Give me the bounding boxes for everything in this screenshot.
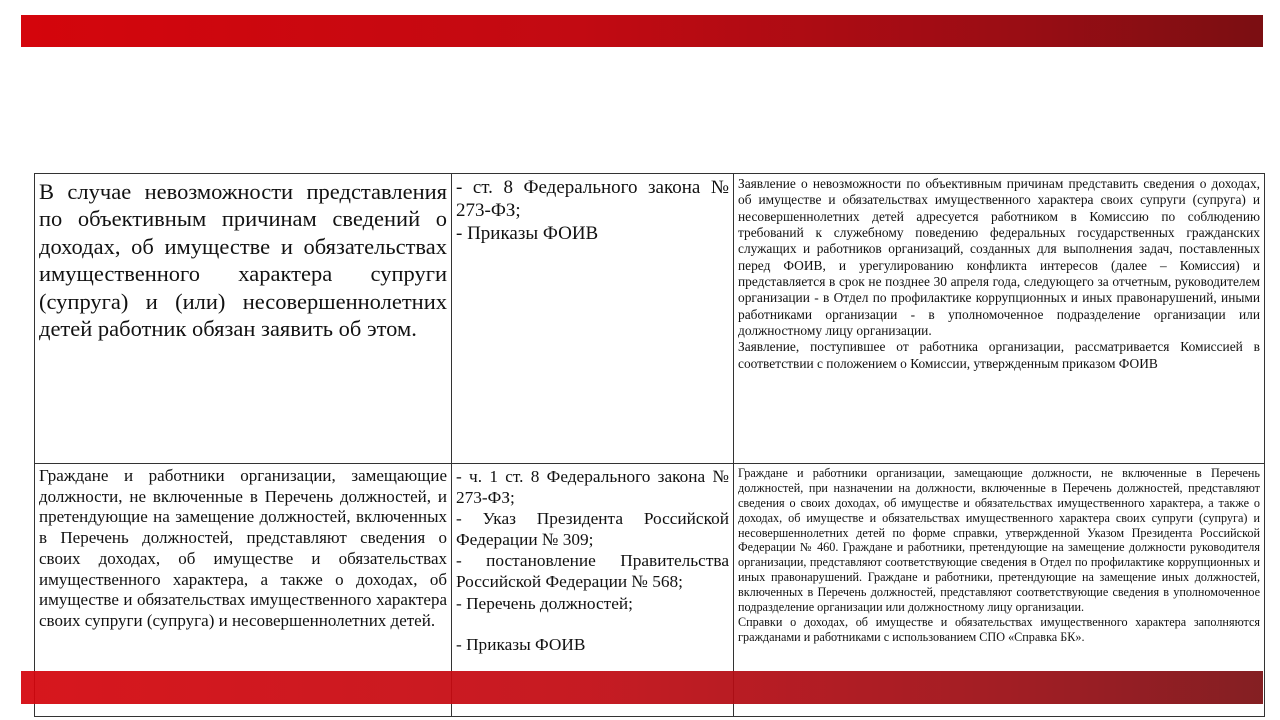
row1-description: В случае невозможности представления по объективным причинам сведений о доходах, об имуществе и обязательствах имущественного характера супруги (супруга) и (или) несовершеннолетних детей работник обязан заявить об этом. [35,174,452,464]
legal-basis-item: - Указ Президента Российской Федерации № 309; [456,509,729,550]
table-row [35,174,1265,464]
footer-band [21,671,1263,704]
legal-basis-item: - Приказы ФОИВ [456,223,599,245]
spacer [456,614,729,634]
legal-basis-item: - Приказы ФОИВ [456,634,586,654]
row1-legal-basis [452,174,734,464]
legal-basis-item: - постановление Правительства Российской Федерации № 568; [456,551,729,592]
procedure-paragraph: Справки о доходах, об имуществе и обязательствах имущественного характера заполняются гражданами и работниками с использованием СПО «Справка БК». [738,614,1260,644]
header-band [21,15,1263,47]
procedure-paragraph: Граждане и работники организации, замещающие должности, не включенные в Перечень должностей, при назначении на должности, включенные в Перечень должностей, представляют сведения о своих доходах, об имуществе и обязательствах имущественного характера, а также о доходах, об имуществе и обязательствах имущественного характера своих супруги (супруга) и несовершеннолетних детей по форме справки, утвержденной Указом Президента Российской Федерации № 460. Граждане и работники, претендующие на замещение должности руководителя организации, представляют соответствующие сведения в Отдел по профилактике коррупционных и иных правонарушений. Граждане и работники, претендующие на замещение иных должностей, включенных в Перечень должностей, представляют соответствующие сведения в уполномоченное подразделение организации или должностному лицу организации. [738,466,1260,614]
legal-basis-item: - ст. 8 Федерального закона № 273-ФЗ; [456,177,729,222]
procedure-paragraph: Заявление, поступившее от работника организации, рассматривается Комиссией в соответствии с положением о Комиссии, утвержденным приказом ФОИВ [738,339,1260,371]
legal-basis-item: - ч. 1 ст. 8 Федерального закона № 273-ФЗ; [456,467,729,508]
row2-description: Граждане и работники организации, замещающие должности, не включенные в Перечень должностей, и претендующие на замещение должностей, включенных в Перечень должностей, представляют сведения о своих доходах, об имуществе и обязательствах имущественного характера, а также о доходах, об имуществе и обязательствах имущественного характера своих супруги (супруга) и несовершеннолетних детей. [35,464,452,717]
legal-basis-item: - Перечень должностей; [456,593,633,613]
procedure-paragraph: Заявление о невозможности по объективным причинам представить сведения о доходах, об имуществе и обязательствах имущественного характера своих супруги (супруга) и несовершеннолетних детей адресуется работником в Комиссию по соблюдению требований к служебному поведению федеральных государственных гражданских служащих и работников организаций, созданных для выполнения задач, поставленных перед ФОИВ, и урегулированию конфликта интересов (далее – Комиссия) и представляется в срок не позднее 30 апреля года, следующего за отчетным, руководителем организации - в Отдел по профилактике коррупционных и иных правонарушений, иными работниками организации - в уполномоченное подразделение организации или должностному лицу организации. [738,176,1260,339]
regulation-table [34,173,1265,717]
row1-procedure [734,174,1265,464]
